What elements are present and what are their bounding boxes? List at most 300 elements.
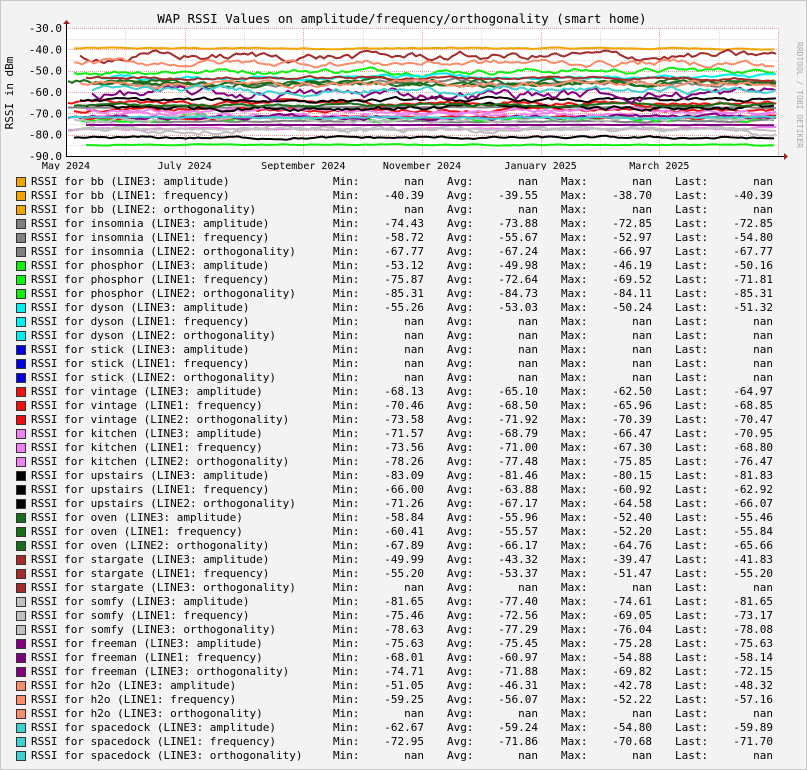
legend-max-key: Max:: [561, 637, 588, 650]
legend-min-value: nan: [404, 707, 424, 720]
legend-max-value: -62.50: [612, 385, 652, 398]
legend-swatch: [16, 443, 26, 453]
legend-avg-value: -75.45: [498, 637, 538, 650]
legend-row: [16, 693, 791, 707]
legend-series-name: RSSI for vintage (LINE3: amplitude): [31, 385, 263, 398]
y-tick-label: -80.0: [28, 128, 62, 142]
legend-series-name: RSSI for stick (LINE3: amplitude): [31, 343, 250, 356]
legend-max-value: -38.70: [612, 189, 652, 202]
legend-max-key: Max:: [561, 203, 588, 216]
legend-max-key: Max:: [561, 651, 588, 664]
legend-min-value: -68.13: [384, 385, 424, 398]
legend-series-name: RSSI for spacedock (LINE1: frequency): [31, 735, 277, 748]
legend-swatch: [16, 737, 26, 747]
legend-swatch: [16, 639, 26, 649]
legend-last-key: Last:: [675, 231, 709, 244]
legend-max-value: nan: [632, 357, 652, 370]
legend-min-value: -78.63: [384, 623, 424, 636]
legend-avg-value: -68.79: [498, 427, 538, 440]
legend-max-value: -66.47: [612, 427, 652, 440]
legend-series-name: RSSI for stargate (LINE1: frequency): [31, 567, 270, 580]
legend-min-key: Min:: [333, 301, 360, 314]
legend-avg-key: Avg:: [447, 469, 474, 482]
legend-min-value: -81.65: [384, 595, 424, 608]
legend-max-value: -52.40: [612, 511, 652, 524]
legend-max-value: -76.04: [612, 623, 652, 636]
legend-series-name: RSSI for oven (LINE3: amplitude): [31, 511, 243, 524]
legend-avg-value: -55.57: [498, 525, 538, 538]
legend-row: [16, 301, 791, 315]
legend-avg-key: Avg:: [447, 217, 474, 230]
legend-max-key: Max:: [561, 455, 588, 468]
legend-max-value: nan: [632, 329, 652, 342]
legend-last-value: -59.89: [733, 721, 773, 734]
legend-avg-value: -67.17: [498, 497, 538, 510]
legend-min-key: Min:: [333, 273, 360, 286]
legend-series-name: RSSI for kitchen (LINE3: amplitude): [31, 427, 263, 440]
legend-last-value: -81.83: [733, 469, 773, 482]
legend-max-key: Max:: [561, 385, 588, 398]
x-axis-arrow: [784, 153, 788, 160]
legend-last-value: -57.16: [733, 693, 773, 706]
legend-min-key: Min:: [333, 399, 360, 412]
legend-min-value: nan: [404, 315, 424, 328]
legend-min-key: Min:: [333, 455, 360, 468]
legend-last-key: Last:: [675, 665, 709, 678]
legend-swatch: [16, 345, 26, 355]
legend-min-key: Min:: [333, 651, 360, 664]
legend-min-key: Min:: [333, 567, 360, 580]
legend-row: [16, 203, 791, 217]
legend-avg-value: nan: [518, 343, 538, 356]
legend-avg-value: nan: [518, 175, 538, 188]
legend-row: [16, 511, 791, 525]
legend-max-value: -64.58: [612, 497, 652, 510]
legend-row: [16, 567, 791, 581]
legend-last-key: Last:: [675, 217, 709, 230]
y-tick-labels: [29, 22, 62, 163]
legend-max-value: -54.80: [612, 721, 652, 734]
legend-avg-value: nan: [518, 329, 538, 342]
chart-title: WAP RSSI Values on amplitude/frequency/orthogonality (smart home): [157, 11, 647, 26]
legend-min-key: Min:: [333, 497, 360, 510]
legend-min-key: Min:: [333, 749, 360, 762]
legend-row: [16, 525, 791, 539]
legend-avg-value: -56.07: [498, 693, 538, 706]
legend-avg-key: Avg:: [447, 413, 474, 426]
legend-row: [16, 623, 791, 637]
legend-min-value: -73.58: [384, 413, 424, 426]
legend-swatch: [16, 499, 26, 509]
legend-row: [16, 665, 791, 679]
legend-swatch: [16, 261, 26, 271]
legend-series-name: RSSI for spacedock (LINE3: amplitude): [31, 721, 277, 734]
legend-min-key: Min:: [333, 665, 360, 678]
legend-last-key: Last:: [675, 581, 709, 594]
legend-avg-value: -72.64: [498, 273, 538, 286]
legend-max-value: -50.24: [612, 301, 652, 314]
legend-last-key: Last:: [675, 203, 709, 216]
legend-avg-key: Avg:: [447, 329, 474, 342]
x-tick-label: March 2025: [629, 161, 690, 170]
legend-min-value: -70.46: [384, 399, 424, 412]
legend-last-value: -64.97: [733, 385, 773, 398]
legend-max-key: Max:: [561, 217, 588, 230]
legend-avg-value: nan: [518, 315, 538, 328]
legend-min-value: -55.26: [384, 301, 424, 314]
legend-max-key: Max:: [561, 581, 588, 594]
legend-min-value: -72.95: [384, 735, 424, 748]
legend-row: [16, 273, 791, 287]
legend-max-key: Max:: [561, 721, 588, 734]
legend-min-value: -85.31: [384, 287, 424, 300]
legend-series-name: RSSI for dyson (LINE3: amplitude): [31, 301, 250, 314]
legend-avg-value: -73.88: [498, 217, 538, 230]
y-axis-arrow: [63, 20, 70, 24]
legend-last-value: -75.63: [733, 637, 773, 650]
legend-last-key: Last:: [675, 637, 709, 650]
legend-avg-key: Avg:: [447, 721, 474, 734]
legend-min-key: Min:: [333, 525, 360, 538]
legend-max-value: -65.96: [612, 399, 652, 412]
legend-max-value: -70.68: [612, 735, 652, 748]
legend-swatch: [16, 625, 26, 635]
legend-min-key: Min:: [333, 483, 360, 496]
legend-avg-key: Avg:: [447, 189, 474, 202]
legend-min-value: -73.56: [384, 441, 424, 454]
legend-row: [16, 329, 791, 343]
legend-min-value: -71.26: [384, 497, 424, 510]
legend-avg-key: Avg:: [447, 231, 474, 244]
legend-min-key: Min:: [333, 231, 360, 244]
legend-series-name: RSSI for kitchen (LINE2: orthogonality): [31, 455, 290, 468]
legend-avg-value: -84.73: [498, 287, 538, 300]
legend-avg-value: -71.92: [498, 413, 538, 426]
legend-last-value: -58.14: [733, 651, 773, 664]
legend-min-key: Min:: [333, 357, 360, 370]
legend-series-name: RSSI for oven (LINE2: orthogonality): [31, 539, 270, 552]
legend-last-value: -72.15: [733, 665, 773, 678]
y-tick-label: -40.0: [28, 43, 62, 57]
legend-min-key: Min:: [333, 245, 360, 258]
legend-max-key: Max:: [561, 511, 588, 524]
legend-max-value: -42.78: [612, 679, 652, 692]
legend-last-key: Last:: [675, 441, 709, 454]
legend-min-value: -75.63: [384, 637, 424, 650]
legend-avg-value: -72.56: [498, 609, 538, 622]
legend-last-value: nan: [753, 371, 773, 384]
legend-min-key: Min:: [333, 315, 360, 328]
legend-last-key: Last:: [675, 693, 709, 706]
legend-row: [16, 315, 791, 329]
legend-min-value: -75.87: [384, 273, 424, 286]
legend-row: [16, 385, 791, 399]
legend-max-key: Max:: [561, 539, 588, 552]
legend-max-key: Max:: [561, 427, 588, 440]
legend-avg-value: nan: [518, 749, 538, 762]
legend-avg-key: Avg:: [447, 693, 474, 706]
legend-last-value: -66.07: [733, 497, 773, 510]
legend-min-value: nan: [404, 749, 424, 762]
legend-last-value: -62.92: [733, 483, 773, 496]
legend-swatch: [16, 653, 26, 663]
legend-avg-key: Avg:: [447, 483, 474, 496]
legend-avg-value: -71.86: [498, 735, 538, 748]
legend-max-key: Max:: [561, 399, 588, 412]
legend-last-key: Last:: [675, 343, 709, 356]
legend-series-name: RSSI for insomnia (LINE2: orthogonality): [31, 245, 296, 258]
legend-series-name: RSSI for somfy (LINE1: frequency): [31, 609, 250, 622]
legend-max-key: Max:: [561, 595, 588, 608]
legend-last-value: -76.47: [733, 455, 773, 468]
legend-row: [16, 637, 791, 651]
legend-max-value: -52.20: [612, 525, 652, 538]
legend-row: [16, 357, 791, 371]
legend-last-key: Last:: [675, 413, 709, 426]
legend-max-key: Max:: [561, 175, 588, 188]
legend-avg-key: Avg:: [447, 315, 474, 328]
legend-avg-key: Avg:: [447, 665, 474, 678]
legend-series-name: RSSI for phosphor (LINE2: orthogonality): [31, 287, 296, 300]
legend-swatch: [16, 289, 26, 299]
legend-row: [16, 497, 791, 511]
legend-min-key: Min:: [333, 623, 360, 636]
legend-avg-key: Avg:: [447, 637, 474, 650]
legend-last-value: nan: [753, 581, 773, 594]
legend-avg-key: Avg:: [447, 357, 474, 370]
legend-avg-value: -39.55: [498, 189, 538, 202]
legend-swatch: [16, 275, 26, 285]
legend-last-key: Last:: [675, 175, 709, 188]
legend-min-key: Min:: [333, 385, 360, 398]
legend-series-name: RSSI for kitchen (LINE1: frequency): [31, 441, 263, 454]
legend-row: [16, 483, 791, 497]
legend-min-value: -74.71: [384, 665, 424, 678]
legend-max-value: nan: [632, 707, 652, 720]
legend-min-value: nan: [404, 175, 424, 188]
legend-last-key: Last:: [675, 539, 709, 552]
legend-last-value: nan: [753, 175, 773, 188]
legend-series-name: RSSI for insomnia (LINE1: frequency): [31, 231, 270, 244]
x-tick-label: November 2024: [382, 161, 462, 170]
legend-max-key: Max:: [561, 609, 588, 622]
legend-series-name: RSSI for somfy (LINE3: amplitude): [31, 595, 250, 608]
legend-series-name: RSSI for somfy (LINE3: orthogonality): [31, 623, 277, 636]
x-tick-label: January 2025: [504, 161, 577, 170]
legend-swatch: [16, 569, 26, 579]
legend-row: [16, 553, 791, 567]
legend-min-value: -67.89: [384, 539, 424, 552]
legend-swatch: [16, 317, 26, 327]
legend-avg-key: Avg:: [447, 399, 474, 412]
legend-avg-key: Avg:: [447, 203, 474, 216]
legend-avg-value: -49.98: [498, 259, 538, 272]
legend-min-value: nan: [404, 203, 424, 216]
y-axis-label: RSSI in dBm: [3, 56, 16, 130]
legend-max-value: -66.97: [612, 245, 652, 258]
legend-max-key: Max:: [561, 287, 588, 300]
legend-last-key: Last:: [675, 511, 709, 524]
legend-series-name: RSSI for upstairs (LINE1: frequency): [31, 483, 270, 496]
legend-max-key: Max:: [561, 553, 588, 566]
legend-max-key: Max:: [561, 273, 588, 286]
legend-min-key: Min:: [333, 595, 360, 608]
legend-max-key: Max:: [561, 329, 588, 342]
legend-last-value: -70.95: [733, 427, 773, 440]
legend-max-key: Max:: [561, 693, 588, 706]
legend-max-key: Max:: [561, 371, 588, 384]
legend-row: [16, 679, 791, 693]
legend-avg-value: -46.31: [498, 679, 538, 692]
legend-max-key: Max:: [561, 441, 588, 454]
legend-max-key: Max:: [561, 679, 588, 692]
legend-row: [16, 469, 791, 483]
legend-avg-key: Avg:: [447, 567, 474, 580]
legend-last-key: Last:: [675, 567, 709, 580]
legend-last-key: Last:: [675, 595, 709, 608]
legend-series-name: RSSI for h2o (LINE1: frequency): [31, 693, 237, 706]
legend-max-value: -80.15: [612, 469, 652, 482]
legend-last-key: Last:: [675, 609, 709, 622]
legend-row: [16, 259, 791, 273]
legend-max-value: -52.22: [612, 693, 652, 706]
legend-last-value: -55.20: [733, 567, 773, 580]
legend-avg-key: Avg:: [447, 273, 474, 286]
legend-swatch: [16, 611, 26, 621]
legend-avg-value: -67.24: [498, 245, 538, 258]
legend-min-value: -49.99: [384, 553, 424, 566]
legend-avg-key: Avg:: [447, 749, 474, 762]
legend-last-value: -41.83: [733, 553, 773, 566]
legend-swatch: [16, 709, 26, 719]
legend-min-key: Min:: [333, 343, 360, 356]
legend-min-value: -78.26: [384, 455, 424, 468]
legend-max-value: -69.05: [612, 609, 652, 622]
legend-avg-key: Avg:: [447, 553, 474, 566]
legend-row: [16, 245, 791, 259]
legend-min-value: -74.43: [384, 217, 424, 230]
legend-swatch: [16, 429, 26, 439]
legend-avg-key: Avg:: [447, 497, 474, 510]
legend-max-value: nan: [632, 749, 652, 762]
legend-min-key: Min:: [333, 609, 360, 622]
legend-last-key: Last:: [675, 525, 709, 538]
legend-min-value: nan: [404, 581, 424, 594]
legend-min-key: Min:: [333, 189, 360, 202]
legend-max-key: Max:: [561, 567, 588, 580]
legend-last-key: Last:: [675, 455, 709, 468]
legend-series-name: RSSI for spacedock (LINE3: orthogonality): [31, 749, 303, 762]
legend-min-value: -53.12: [384, 259, 424, 272]
legend-last-key: Last:: [675, 651, 709, 664]
legend-swatch: [16, 331, 26, 341]
legend-min-value: -58.72: [384, 231, 424, 244]
legend-last-value: nan: [753, 343, 773, 356]
legend-avg-key: Avg:: [447, 651, 474, 664]
legend-avg-key: Avg:: [447, 245, 474, 258]
legend-last-key: Last:: [675, 735, 709, 748]
legend-swatch: [16, 471, 26, 481]
legend-max-key: Max:: [561, 259, 588, 272]
legend-series-name: RSSI for bb (LINE1: frequency): [31, 189, 230, 202]
legend-avg-key: Avg:: [447, 679, 474, 692]
legend-last-key: Last:: [675, 357, 709, 370]
legend-min-value: -58.84: [384, 511, 424, 524]
legend-swatch: [16, 387, 26, 397]
legend-swatch: [16, 205, 26, 215]
legend-last-key: Last:: [675, 553, 709, 566]
legend-avg-value: -71.88: [498, 665, 538, 678]
legend-avg-value: -77.40: [498, 595, 538, 608]
legend-swatch: [16, 191, 26, 201]
legend-min-value: -59.25: [384, 693, 424, 706]
legend-min-value: -55.20: [384, 567, 424, 580]
legend-max-key: Max:: [561, 749, 588, 762]
legend-max-value: nan: [632, 581, 652, 594]
legend-avg-key: Avg:: [447, 175, 474, 188]
legend-max-value: -75.85: [612, 455, 652, 468]
legend-last-value: -71.81: [733, 273, 773, 286]
y-tick-label: -30.0: [28, 22, 62, 35]
legend-last-value: -55.84: [733, 525, 773, 538]
legend-row: [16, 609, 791, 623]
legend-max-value: -72.85: [612, 217, 652, 230]
legend-row: [16, 287, 791, 301]
legend-max-key: Max:: [561, 245, 588, 258]
legend-last-value: -78.08: [733, 623, 773, 636]
legend-last-value: -51.32: [733, 301, 773, 314]
legend-series-name: RSSI for phosphor (LINE1: frequency): [31, 273, 270, 286]
legend-last-key: Last:: [675, 497, 709, 510]
legend-last-value: -70.47: [733, 413, 773, 426]
legend-max-value: -84.11: [612, 287, 652, 300]
legend-swatch: [16, 485, 26, 495]
legend-min-key: Min:: [333, 287, 360, 300]
legend-max-value: nan: [632, 175, 652, 188]
legend-last-value: -68.80: [733, 441, 773, 454]
legend-last-key: Last:: [675, 371, 709, 384]
legend-avg-key: Avg:: [447, 371, 474, 384]
legend-min-key: Min:: [333, 441, 360, 454]
legend-last-value: nan: [753, 203, 773, 216]
legend-row: [16, 721, 791, 735]
legend-avg-value: -77.29: [498, 623, 538, 636]
legend-min-value: -40.39: [384, 189, 424, 202]
legend-swatch: [16, 597, 26, 607]
legend-last-key: Last:: [675, 329, 709, 342]
legend-max-key: Max:: [561, 469, 588, 482]
legend-row: [16, 175, 791, 189]
legend-last-value: -54.80: [733, 231, 773, 244]
legend-max-value: -52.97: [612, 231, 652, 244]
legend-max-key: Max:: [561, 497, 588, 510]
legend-swatch: [16, 373, 26, 383]
legend-min-key: Min:: [333, 679, 360, 692]
legend-last-key: Last:: [675, 245, 709, 258]
legend-last-key: Last:: [675, 385, 709, 398]
legend-min-key: Min:: [333, 735, 360, 748]
legend-max-key: Max:: [561, 707, 588, 720]
legend-series-name: RSSI for stick (LINE2: orthogonality): [31, 371, 277, 384]
legend-avg-key: Avg:: [447, 623, 474, 636]
legend-min-key: Min:: [333, 203, 360, 216]
legend-min-value: -66.00: [384, 483, 424, 496]
legend-avg-key: Avg:: [447, 539, 474, 552]
legend-row: [16, 231, 791, 245]
legend-max-key: Max:: [561, 413, 588, 426]
legend-min-value: nan: [404, 357, 424, 370]
legend-last-key: Last:: [675, 707, 709, 720]
